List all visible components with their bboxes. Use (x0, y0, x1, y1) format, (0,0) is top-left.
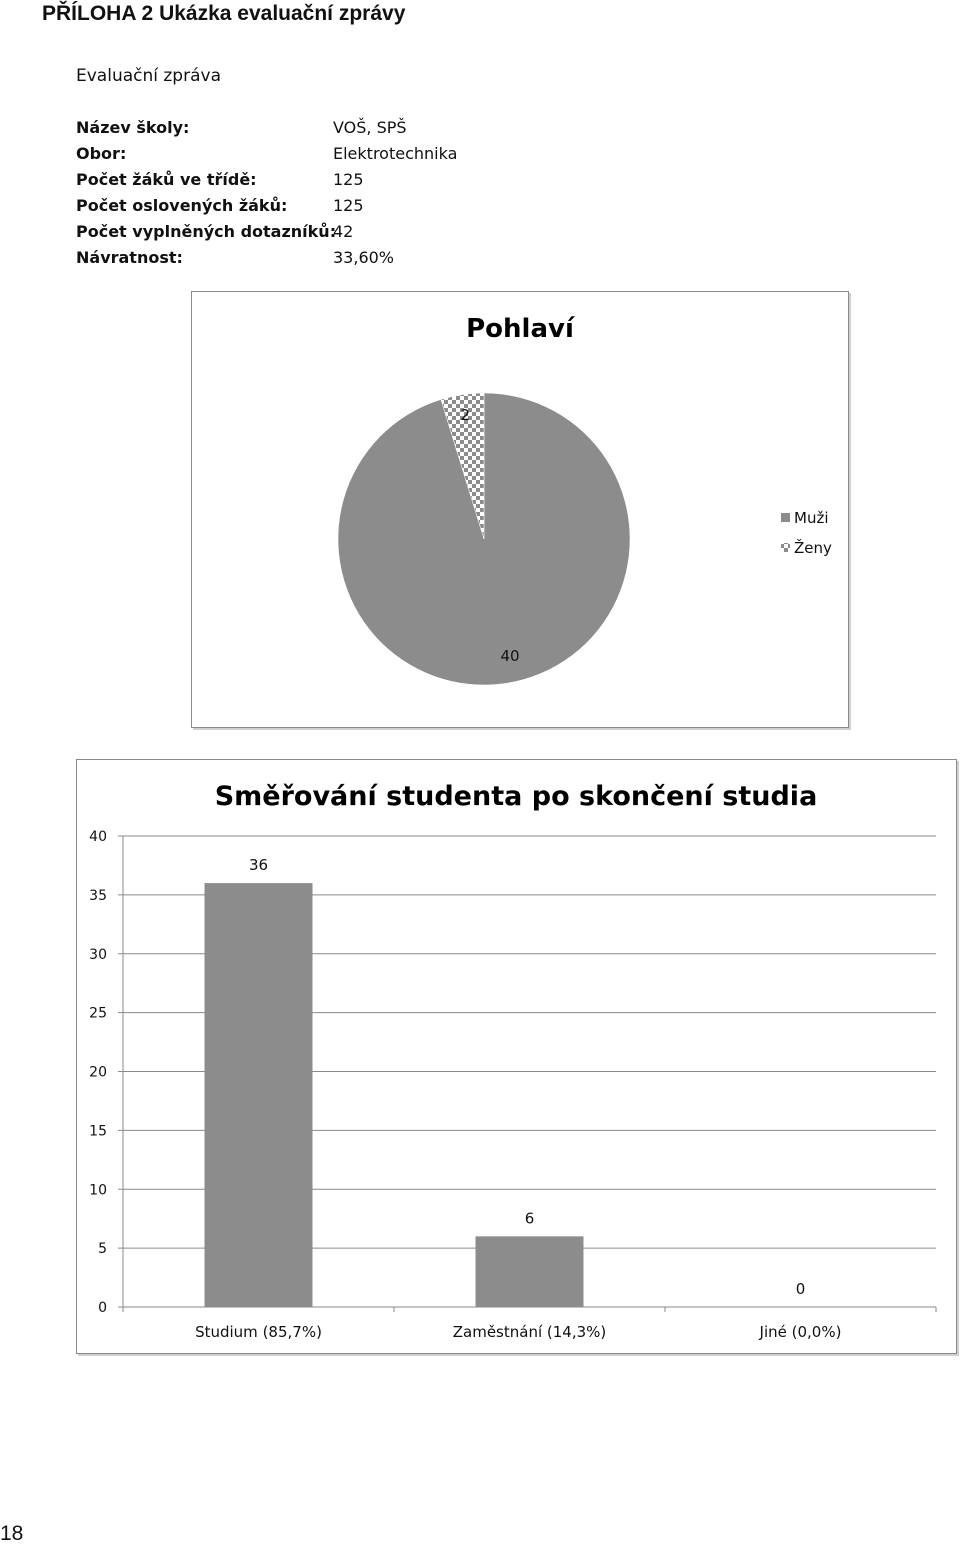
page-heading: PŘÍLOHA 2 Ukázka evaluační zprávy (42, 2, 406, 25)
gender-pie-svg (192, 292, 848, 727)
bar-title: Směřování studenta po skončení studia (214, 781, 818, 812)
y-tick-label: 40 (89, 829, 107, 845)
info-label: Návratnost: (76, 248, 183, 267)
y-tick-label: 30 (89, 946, 107, 963)
y-tick-label: 15 (89, 1123, 107, 1140)
info-row-contacted (76, 196, 496, 222)
y-tick-label: 10 (89, 1182, 107, 1199)
info-value: Elektrotechnika (333, 144, 458, 163)
bar-data-label: 6 (524, 1209, 535, 1228)
bar-marks (205, 883, 584, 1307)
pie-data-label: 2 (460, 405, 471, 424)
y-tick-label: 35 (89, 887, 107, 904)
info-value: 42 (333, 222, 354, 241)
info-label: Počet oslovených žáků: (76, 196, 288, 215)
info-row-return-rate (76, 248, 496, 274)
bar-x-tick-labels (195, 1323, 841, 1341)
info-row-school (76, 118, 496, 144)
info-label: Obor: (76, 144, 127, 163)
bar-data-label: 0 (795, 1280, 806, 1298)
y-tick-label: 5 (98, 1241, 107, 1258)
info-row-field (76, 144, 496, 170)
y-tick-label: 20 (89, 1064, 107, 1081)
legend-swatch (781, 513, 790, 522)
pie-legend (781, 509, 832, 557)
x-tick-label: Zaměstnání (14,3%) (452, 1323, 607, 1341)
pie-title: Pohlaví (466, 314, 574, 344)
bar-data-labels (249, 856, 805, 1298)
legend-swatch (781, 543, 790, 552)
info-label: Počet žáků ve třídě: (76, 170, 257, 189)
info-value: 33,60% (333, 248, 395, 267)
info-label: Název školy: (76, 118, 190, 137)
legend-label: Ženy (794, 539, 832, 557)
info-row-questionnaires (76, 222, 496, 248)
orientation-bar-svg (77, 760, 956, 1353)
info-label: Počet vyplněných dotazníků: (76, 222, 337, 241)
orientation-bar-chart (76, 759, 957, 1354)
bar-2 (476, 1236, 584, 1307)
x-tick-label: Studium (85,7%) (195, 1323, 322, 1341)
pie-data-label: 40 (500, 647, 520, 665)
report-title: Evaluační zpráva (76, 66, 221, 86)
y-tick-label: 25 (89, 1005, 107, 1022)
bar-1 (205, 883, 313, 1307)
x-tick-label: Jiné (0,0%) (759, 1323, 842, 1341)
gender-pie-chart (191, 291, 849, 728)
y-tick-label: 0 (98, 1300, 107, 1316)
pie-slices (338, 393, 630, 685)
info-value: 125 (333, 170, 364, 189)
info-value: 125 (333, 196, 364, 215)
info-row-class-size (76, 170, 496, 196)
legend-label: Muži (794, 509, 829, 527)
page-number: 18 (0, 1522, 24, 1545)
info-value: VOŠ, SPŠ (333, 118, 407, 137)
bar-y-tick-labels (89, 829, 107, 1316)
bar-data-label: 36 (248, 856, 269, 875)
